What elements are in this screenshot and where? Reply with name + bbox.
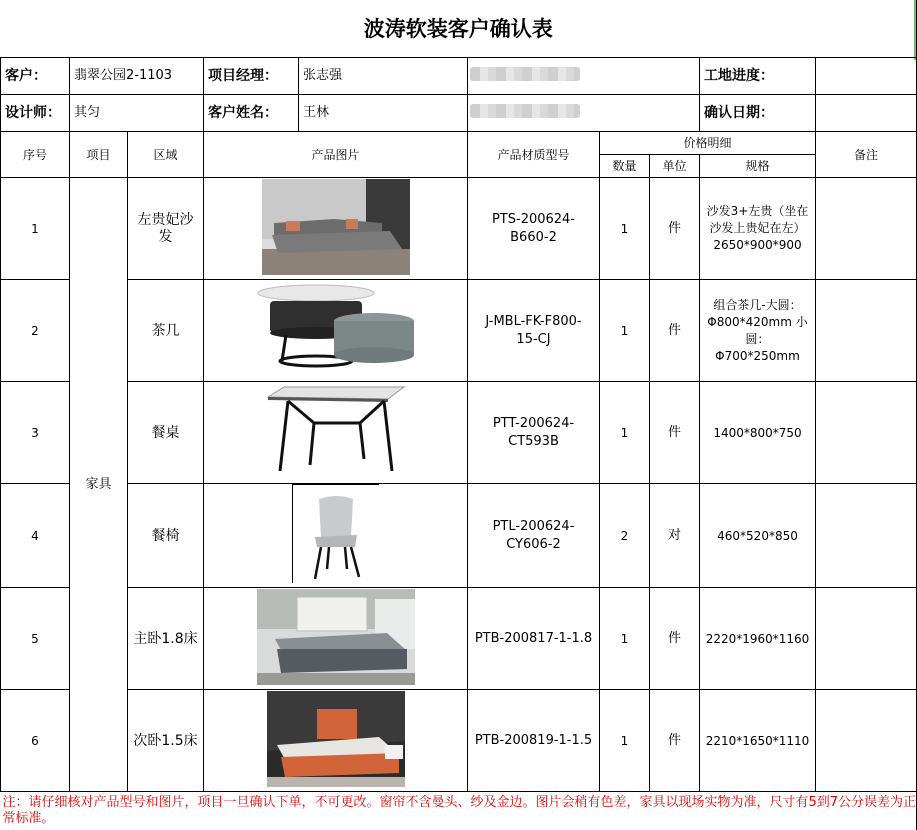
header-spec: 规格 xyxy=(700,155,816,178)
row-remark[interactable] xyxy=(816,690,917,792)
row-remark[interactable] xyxy=(816,484,917,588)
client-name-value: 王林 xyxy=(303,105,330,120)
dining-table-photo-icon xyxy=(264,383,408,479)
row-no: 2 xyxy=(1,280,70,382)
sofa-photo-icon xyxy=(262,179,410,275)
row-area: 餐椅 xyxy=(128,484,204,588)
row-no: 4 xyxy=(1,484,70,588)
footer-note: 注：请仔细核对产品型号和图片，项目一旦确认下单，不可更改。窗帘不含曼头、纱及金边。图片会稍有色差，家具以现场实物为准，尺寸有5到7公分误差为正常标准。 xyxy=(1,792,917,830)
table-row xyxy=(1,382,917,484)
row-area: 茶几 xyxy=(128,280,204,382)
row-spec: 2210*1650*1110 xyxy=(700,690,816,792)
row-no: 5 xyxy=(1,588,70,690)
row-image xyxy=(204,382,468,484)
row-remark[interactable] xyxy=(816,178,917,280)
row-qty: 2 xyxy=(600,484,650,588)
progress-value[interactable] xyxy=(816,58,917,95)
row-area: 次卧1.5床 xyxy=(128,690,204,792)
row-qty: 1 xyxy=(600,588,650,690)
header-qty: 数量 xyxy=(600,155,650,178)
category-cell: 家具 xyxy=(70,178,128,792)
dining-chair-photo-icon xyxy=(292,484,379,583)
row-spec: 2220*1960*1160 xyxy=(700,588,816,690)
coffee-table-photo-icon xyxy=(256,281,416,377)
row-area: 餐桌 xyxy=(128,382,204,484)
row-area: 左贵妃沙发 xyxy=(128,178,204,280)
row-remark[interactable] xyxy=(816,588,917,690)
row-unit: 件 xyxy=(650,280,700,382)
row-image xyxy=(204,178,468,280)
row-spec: 1400*800*750 xyxy=(700,382,816,484)
row-unit: 件 xyxy=(650,382,700,484)
row-no: 1 xyxy=(1,178,70,280)
header-price-detail: 价格明细 xyxy=(600,132,816,155)
row-area: 主卧1.8床 xyxy=(128,588,204,690)
row-remark[interactable] xyxy=(816,382,917,484)
pm-label: 项目经理： xyxy=(204,58,299,94)
table-row xyxy=(1,484,917,588)
second-bed-photo-icon xyxy=(267,691,405,787)
row-spec: 沙发3+左贵（坐在沙发上贵妃在左）2650*900*900 xyxy=(700,178,816,280)
row-spec: 组合茶几-大圆：Φ800*420mm 小圆：Φ700*250mm xyxy=(700,280,816,382)
header-item: 项目 xyxy=(70,132,128,178)
row-qty: 1 xyxy=(600,280,650,382)
row-model: PTS-200624-B660-2 xyxy=(468,178,600,280)
table-row xyxy=(1,690,917,792)
row-remark[interactable] xyxy=(816,280,917,382)
row-unit: 件 xyxy=(650,690,700,792)
header-remark: 备注 xyxy=(816,132,917,178)
redacted-field xyxy=(468,95,700,132)
customer-label: 客户： xyxy=(1,58,70,95)
row-qty: 1 xyxy=(600,382,650,484)
progress-label: 工地进度： xyxy=(700,58,816,95)
row-model: PTL-200624-CY606-2 xyxy=(468,484,600,588)
row-unit: 对 xyxy=(650,484,700,588)
header-model: 产品材质型号 xyxy=(468,132,600,178)
header-area: 区域 xyxy=(128,132,204,178)
confirm-date-label: 确认日期： xyxy=(700,95,816,132)
row-model: J-MBL-FK-F800-15-CJ xyxy=(468,280,600,382)
sheet-title: 波涛软装客户确认表 xyxy=(1,0,917,58)
row-image xyxy=(204,588,468,690)
table-row xyxy=(1,178,917,280)
row-model: PTB-200819-1-1.5 xyxy=(468,690,600,792)
row-model: PTT-200624-CT593B xyxy=(468,382,600,484)
customer-value: 翡翠公园2-1103 xyxy=(70,58,204,95)
row-unit: 件 xyxy=(650,178,700,280)
row-qty: 1 xyxy=(600,178,650,280)
designer-value: 其匀 xyxy=(70,95,204,132)
client-name-label: 客户姓名： xyxy=(204,95,299,131)
designer-label: 设计师： xyxy=(1,95,70,132)
master-bed-photo-icon xyxy=(257,589,415,685)
table-row xyxy=(1,588,917,690)
row-unit: 件 xyxy=(650,588,700,690)
redacted-field xyxy=(468,58,700,95)
row-qty: 1 xyxy=(600,690,650,792)
pm-value: 张志强 xyxy=(303,68,343,83)
row-no: 6 xyxy=(1,690,70,792)
row-spec: 460*520*850 xyxy=(700,484,816,588)
row-no: 3 xyxy=(1,382,70,484)
header-image: 产品图片 xyxy=(204,132,468,178)
table-row xyxy=(1,280,917,382)
header-unit: 单位 xyxy=(650,155,700,178)
row-image xyxy=(204,484,468,588)
confirm-date-value[interactable] xyxy=(816,95,917,132)
row-image xyxy=(204,690,468,792)
row-model: PTB-200817-1-1.8 xyxy=(468,588,600,690)
header-no: 序号 xyxy=(1,132,70,178)
row-image xyxy=(204,280,468,382)
